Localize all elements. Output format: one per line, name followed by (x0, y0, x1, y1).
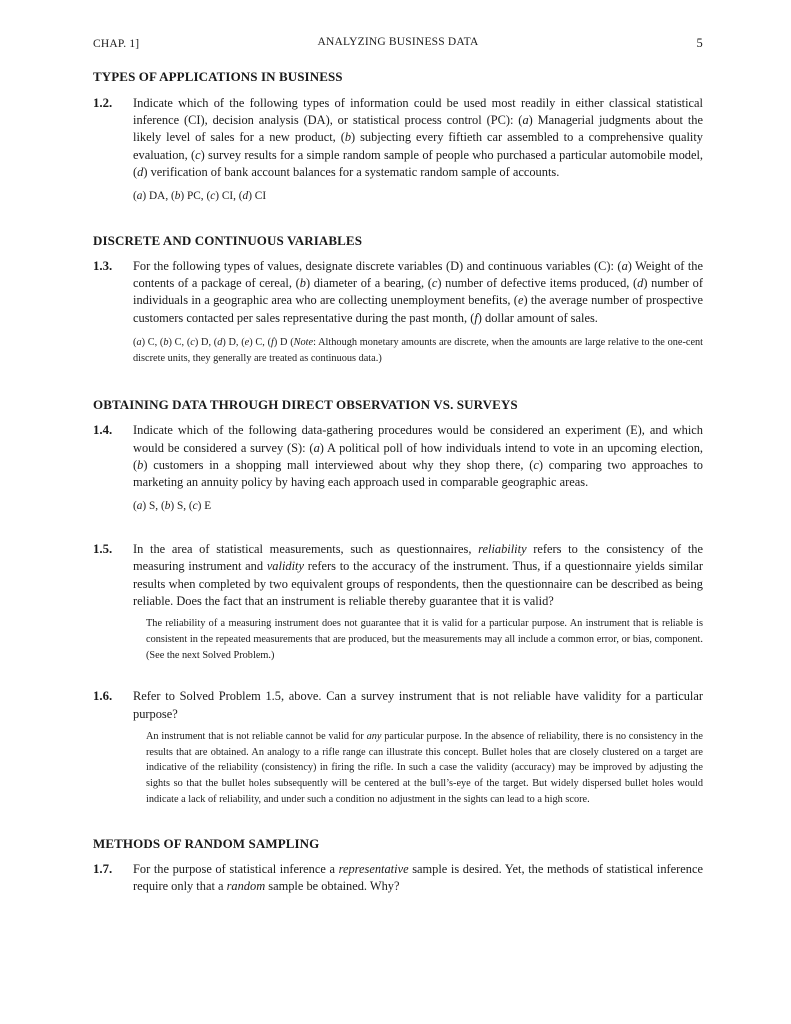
problem-solution: The reliability of a measuring instrument does not guarantee that it is valid for a particular purpose. An instrument that is reliable is consistent in the repeated measurements that are produced, but the measurements may all include a common error, or bias, component. (See the next Solved Problem.) (146, 618, 703, 661)
problem-number: 1.5. (93, 542, 113, 557)
problem-1-3 (93, 258, 703, 327)
problem-text: For the following types of values, designate discrete variables (D) and continuous variables (C): (a) Weight of the contents of a package of cereal, (b) diameter of a bearing, (c) number of defective items produced, (d) number of individuals in a geographic area who are collecting unemployment benefits, (e) the average number of prospective customers contacted per sales representative during the past month, (f) dollar amount of sales. (133, 259, 703, 325)
problem-number: 1.6. (93, 689, 113, 704)
problem-number: 1.2. (93, 96, 113, 110)
problem-1-2 (93, 95, 703, 181)
page (93, 36, 703, 895)
page-number: 5 (696, 36, 703, 50)
problem-solution: An instrument that is not reliable cannot be valid for any particular purpose. In the absence of reliability, there is no consistency in the results that are obtained. An analogy to a rifle range can illustrate this concept. Bullet holes that are closely clustered on a target are indicative of the reliability (consistency) in firing the rifle. In such a case the validity (accuracy) may be improved by adjusting the sights so that the bullet holes subsequently will be centered at the bull’s-eye of the target. But widely dispersed bullet holes would indicate a lack of reliability, and under such a condition no adjustment in the sights can lead to a high score. (146, 730, 704, 806)
problem-text: Refer to Solved Problem 1.5, above. Can a survey instrument that is not reliable have validity for a particular purpose? (133, 689, 703, 721)
problem-1-4 (93, 422, 703, 491)
problem-answer: (a) DA, (b) PC, (c) CI, (d) CI (133, 190, 267, 203)
running-header (93, 36, 703, 52)
problem-1-6 (93, 688, 703, 722)
section-heading-types: TYPES OF APPLICATIONS IN BUSINESS (93, 69, 343, 84)
problem-answer: (a) C, (b) C, (c) D, (d) D, (e) C, (f) D (Note: Although monetary amounts are discrete, when the amounts are large relative to the one-cent discrete units, they generally are treated as continuous data.) (133, 336, 704, 364)
problem-answer: (a) S, (b) S, (c) E (133, 500, 212, 513)
section-heading-sampling: METHODS OF RANDOM SAMPLING (93, 835, 320, 851)
problem-number: 1.4. (93, 423, 113, 438)
problem-1-5 (93, 541, 703, 610)
problem-1-7 (93, 861, 703, 895)
problem-text: For the purpose of statistical inference a representative sample is desired. Yet, the methods of statistical inference require only that a random sample be obtained. Why? (133, 861, 703, 894)
problem-text: Indicate which of the following data-gathering procedures would be considered an experiment (E), and which would be considered a survey (S): (a) A political poll of how individuals intend to vote in an upcoming election, (b) customers in a shopping mall interviewed about why they shop there, (c) comparing two approaches to marketing an annuity policy by having each approach used in comparable geographic areas. (133, 423, 703, 490)
problem-number: 1.3. (93, 259, 113, 274)
section-heading-observation: OBTAINING DATA THROUGH DIRECT OBSERVATION VS. SURVEYS (93, 397, 518, 413)
problem-text: In the area of statistical measurements, such as questionnaires, reliability refers to the consistency of the measuring instrument and validity refers to the accuracy of the instrument. Thus, if a questionnaire yields similar results when completed by two equivalent groups of respondents, then the questionnaire can be described as being reliable. Does the fact that an instrument is reliable thereby guarantee that it is valid? (133, 542, 703, 608)
problem-number: 1.7. (93, 861, 113, 876)
section-heading-discrete: DISCRETE AND CONTINUOUS VARIABLES (93, 233, 363, 249)
note-label: Note (293, 336, 314, 348)
chapter-label: CHAP. 1] (93, 38, 140, 50)
running-title: ANALYZING BUSINESS DATA (317, 36, 479, 48)
problem-text: Indicate which of the following types of information could be used most readily in either classical statistical inference (CI), decision analysis (DA), or statistical process control (PC): (a) Managerial judgments about the likely level of sales for a new product, (b) subjecting every fiftieth car assembled to a comprehensive quality evaluation, (c) survey results for a simple random sample of people who purchased a particular automobile model, (d) verification of bank account balances for a systematic random sample of accounts. (133, 96, 703, 179)
